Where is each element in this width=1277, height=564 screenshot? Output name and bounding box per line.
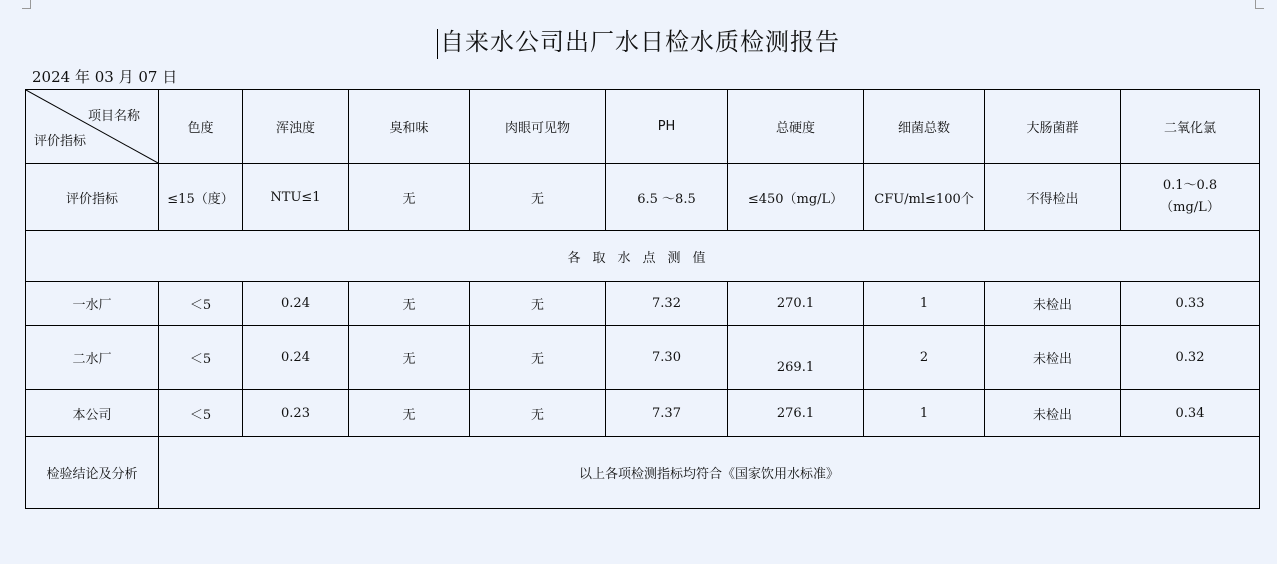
column-header: 大肠菌群 [985,90,1121,164]
column-header: 肉眼可见物 [470,90,606,164]
table-cell: 无 [470,390,606,437]
section-heading: 各取水点测值 [26,231,1260,282]
standard-cell: CFU/ml≤100个 [864,164,985,231]
table-cell [728,326,864,390]
row-label: 二水厂 [26,326,159,390]
row-label: 本公司 [26,390,159,437]
column-header: 臭和味 [349,90,470,164]
table-cell: 270.1 [728,282,864,326]
table-cell: 1 [864,282,985,326]
table-cell: 无 [470,282,606,326]
report-title-text: 自来水公司出厂水日检水质检测报告 [440,28,840,56]
page-corner-mark [1255,0,1264,9]
column-header: 二氧化氯 [1121,90,1260,164]
standard-cell: 无 [349,164,470,231]
table-cell: 0.33 [1121,282,1260,326]
column-header: 浑浊度 [243,90,349,164]
table-cell: 7.30 [606,326,728,390]
table-cell: 7.32 [606,282,728,326]
table-cell: 无 [349,390,470,437]
row-label: 评价指标 [26,164,159,231]
column-header: 色度 [159,90,243,164]
table-cell: 未检出 [985,390,1121,437]
header-row [26,90,1260,164]
diagonal-line [26,90,158,163]
conclusion-text: 以上各项检测指标均符合《国家饮用水标准》 [159,437,1260,509]
table-cell: 276.1 [728,390,864,437]
page-corner-mark [22,0,31,9]
row-label: 一水厂 [26,282,159,326]
table-cell-value: 269.1 [776,360,815,375]
water-quality-table [25,89,1260,509]
section-heading-row [26,231,1260,282]
table-cell: 0.32 [1121,326,1260,390]
standard-cell: NTU≤1 [243,164,349,231]
standard-cell: 0.1～0.8（mg/L） [1121,164,1260,231]
text-cursor [437,29,438,59]
standard-cell: ≤450（mg/L） [728,164,864,231]
table-row [26,326,1260,390]
table-cell: 无 [470,326,606,390]
corner-top-label: 项目名称 [87,109,140,124]
conclusion-row [26,437,1260,509]
table-cell: ＜5 [159,390,243,437]
table-cell: ＜5 [159,326,243,390]
table-cell: 2 [864,326,985,390]
table-cell: 未检出 [985,326,1121,390]
table-cell: 0.23 [243,390,349,437]
report-date: 2024 年 03 月 07 日 [32,68,178,86]
column-header: PH [606,90,728,164]
table-row [26,282,1260,326]
column-header: 细菌总数 [864,90,985,164]
table-cell: 无 [349,326,470,390]
table-cell: ＜5 [159,282,243,326]
table-cell: 0.24 [243,282,349,326]
table-cell: 0.34 [1121,390,1260,437]
column-header: 总硬度 [728,90,864,164]
standard-cell: 无 [470,164,606,231]
report-title [0,22,1277,59]
table-cell: 0.24 [243,326,349,390]
table-cell: 无 [349,282,470,326]
standard-cell: 不得检出 [985,164,1121,231]
standard-cell: 6.5 ～8.5 [606,164,728,231]
corner-bottom-label: 评价指标 [34,134,87,149]
table-cell: 未检出 [985,282,1121,326]
table-cell: 7.37 [606,390,728,437]
table-cell: 1 [864,390,985,437]
conclusion-label: 检验结论及分析 [26,437,159,509]
standard-cell: ≤15（度） [159,164,243,231]
standard-row [26,164,1260,231]
corner-header-cell [26,90,159,164]
table-row [26,390,1260,437]
